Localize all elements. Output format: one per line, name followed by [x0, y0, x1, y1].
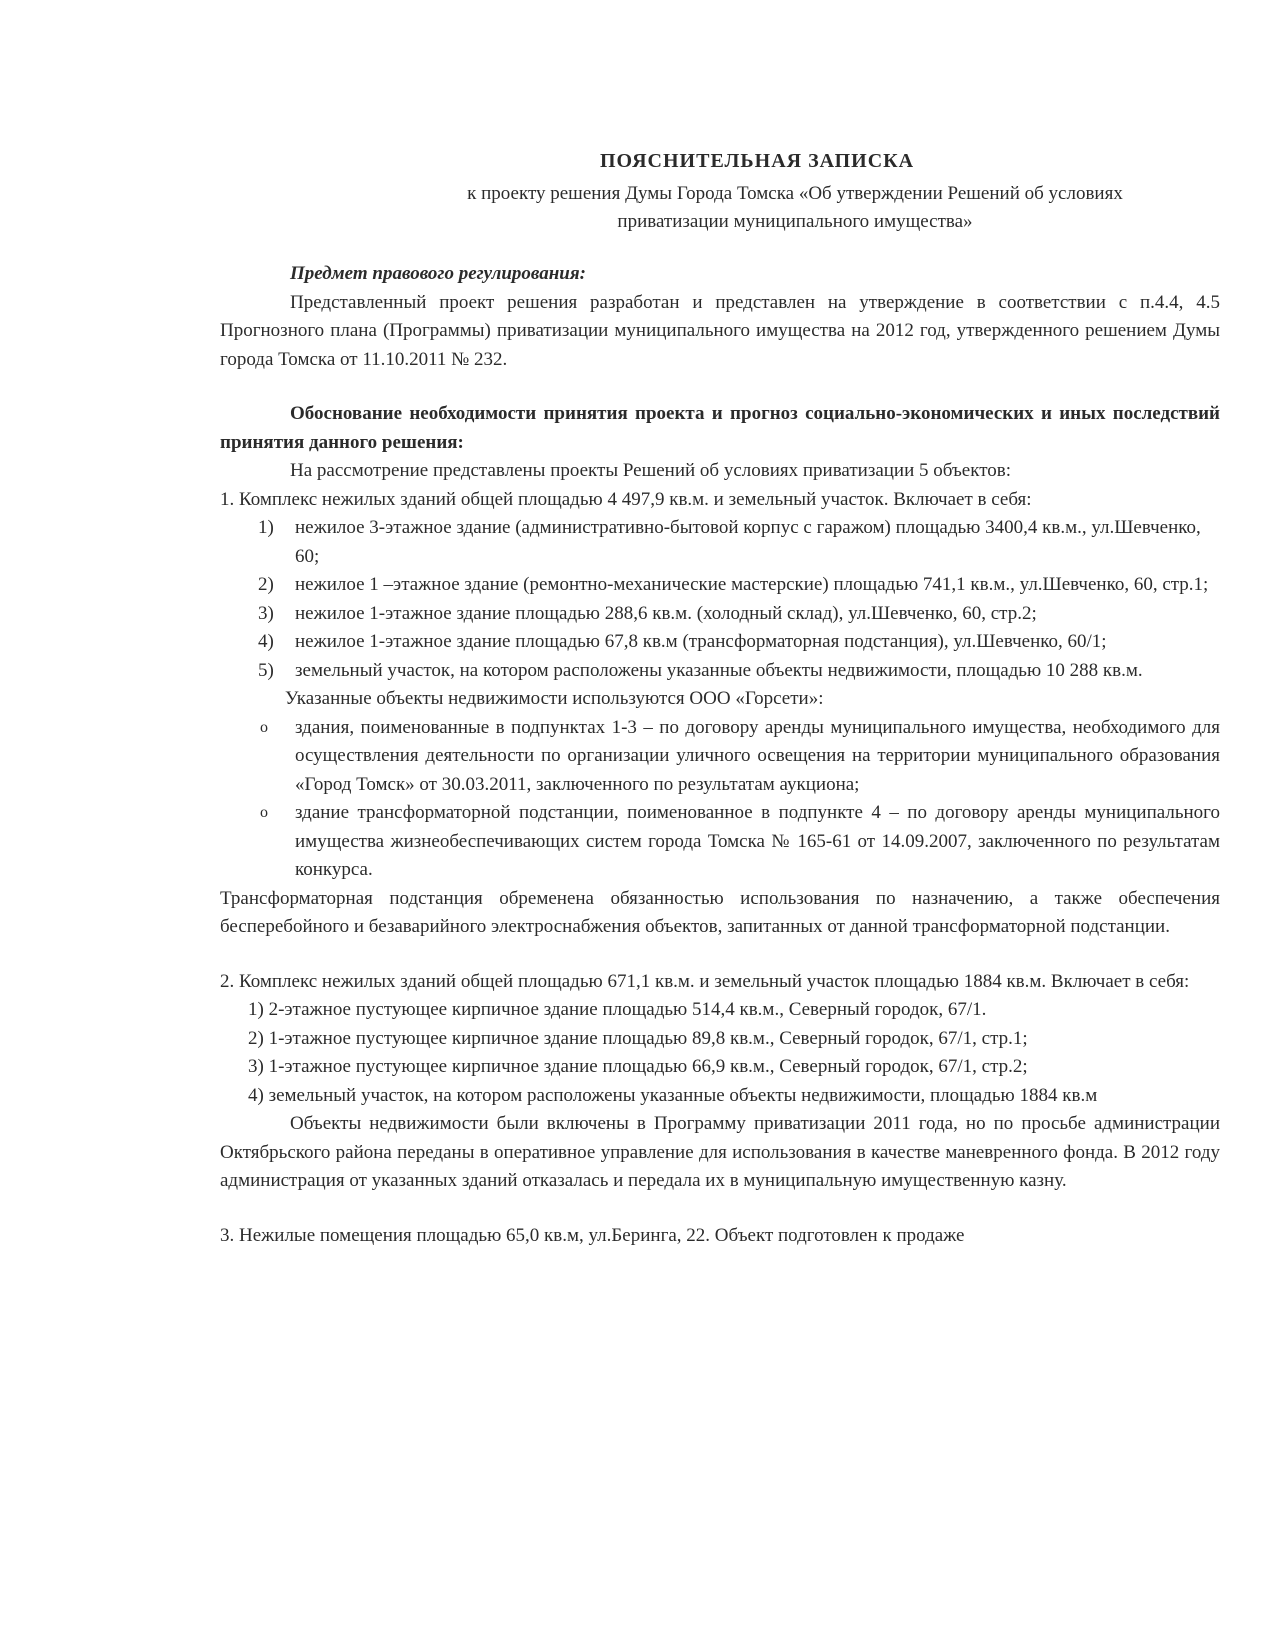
document-title: ПОЯСНИТЕЛЬНАЯ ЗАПИСКА: [600, 150, 915, 172]
list-item: 4) нежилое 1-этажное здание площадью 67,8 кв.м (трансформаторная подстанция), ул.Шевченко, 60/1;: [258, 631, 1107, 652]
list-item: 1) нежилое 3-этажное здание (административно-бытовой корпус с гаражом) площадью 3400,4 кв.м., ул.Шевченко, 60;: [258, 517, 1201, 567]
list-item: 1) 2-этажное пустующее кирпичное здание площадью 514,4 кв.м., Северный городок, 67/1.: [248, 999, 987, 1020]
intro-paragraph: На рассмотрение представлены проекты Решений об условиях приватизации 5 объектов:: [290, 460, 1012, 481]
section-heading-subject: Предмет правового регулирования:: [290, 263, 586, 284]
document-subtitle: [330, 180, 1260, 236]
list-item: o здание трансформаторной подстанции, поименованное в подпункте 4 – по договору аренды муниципального имущества жизнеобеспечивающих систем города Томска № 165-61 от 14.09.2007, заключенного по результатам конкурса.: [295, 799, 1220, 885]
section-heading-justification: Обоснование необходимости принятия проекта и прогноз социально-экономических и иных последствий принятия данного решения:: [220, 403, 1220, 453]
subject-paragraph: Представленный проект решения разработан и представлен на утверждение в соответствии с п.4.4, 4.5 Прогнозного плана (Программы) приватизации муниципального имущества на 2012 год, утвержденного решением Думы города Томска от 11.10.2011 № 232.: [220, 291, 1220, 370]
document-body: [220, 260, 1220, 1250]
encumbrance-paragraph: Трансформаторная подстанция обременена обязанностью использования по назначению, а также обеспечения бесперебойного и безаварийного электроснабжения объектов, запитанных от данной трансформаторной подстанции.: [220, 887, 1220, 937]
list-item: 3) 1-этажное пустующее кирпичное здание площадью 66,9 кв.м., Северный городок, 67/1, стр.2;: [248, 1056, 1028, 1077]
object-1-title: 1. Комплекс нежилых зданий общей площадью 4 497,9 кв.м. и земельный участок. Включает в себя:: [220, 488, 1032, 510]
subtitle-line: приватизации муниципального имущества»: [617, 211, 973, 232]
object-2-title: 2. Комплекс нежилых зданий общей площадью 671,1 кв.м. и земельный участок площадью 1884 кв.м. Включает в себя:: [220, 970, 1190, 992]
list-item: 2) нежилое 1 –этажное здание (ремонтно-механические мастерские) площадью 741,1 кв.м., ул.Шевченко, 60, стр.1;: [258, 574, 1209, 595]
list-item: 5) земельный участок, на котором расположены указанные объекты недвижимости, площадью 10 288 кв.м.: [258, 659, 1143, 681]
object-1-list: [220, 514, 1220, 685]
object-3-title: 3. Нежилые помещения площадью 65,0 кв.м, ул.Беринга, 22. Объект подготовлен к продаже: [220, 1224, 965, 1246]
list-item: 3) нежилое 1-этажное здание площадью 288,6 кв.м. (холодный склад), ул.Шевченко, 60, стр.2;: [258, 602, 1037, 624]
list-item: o здания, поименованные в подпунктах 1-3 – по договору аренды муниципального имущества, необходимого для осуществления деятельности по организации уличного освещения на территории муниципального образования «Город Томск» от 30.03.2011, заключенного по результатам аукциона;: [295, 714, 1220, 800]
subtitle-line: к проекту решения Думы Города Томска «Об утверждении Решений об условиях: [467, 183, 1123, 204]
usage-intro: Указанные объекты недвижимости используются ООО «Горсети»:: [285, 688, 824, 709]
list-item: 4) земельный участок, на котором расположены указанные объекты недвижимости, площадью 1884 кв.м: [248, 1084, 1098, 1106]
object-2-note: Объекты недвижимости были включены в Программу приватизации 2011 года, но по просьбе администрации Октябрьского района переданы в оперативное управление для использования в качестве маневренного фонда. В 2012 году администрация от указанных зданий отказалась и передала их в муниципальную имущественную казну.: [220, 1113, 1220, 1191]
usage-list: [220, 714, 1220, 885]
list-item: 2) 1-этажное пустующее кирпичное здание площадью 89,8 кв.м., Северный городок, 67/1, стр.1;: [248, 1027, 1028, 1049]
